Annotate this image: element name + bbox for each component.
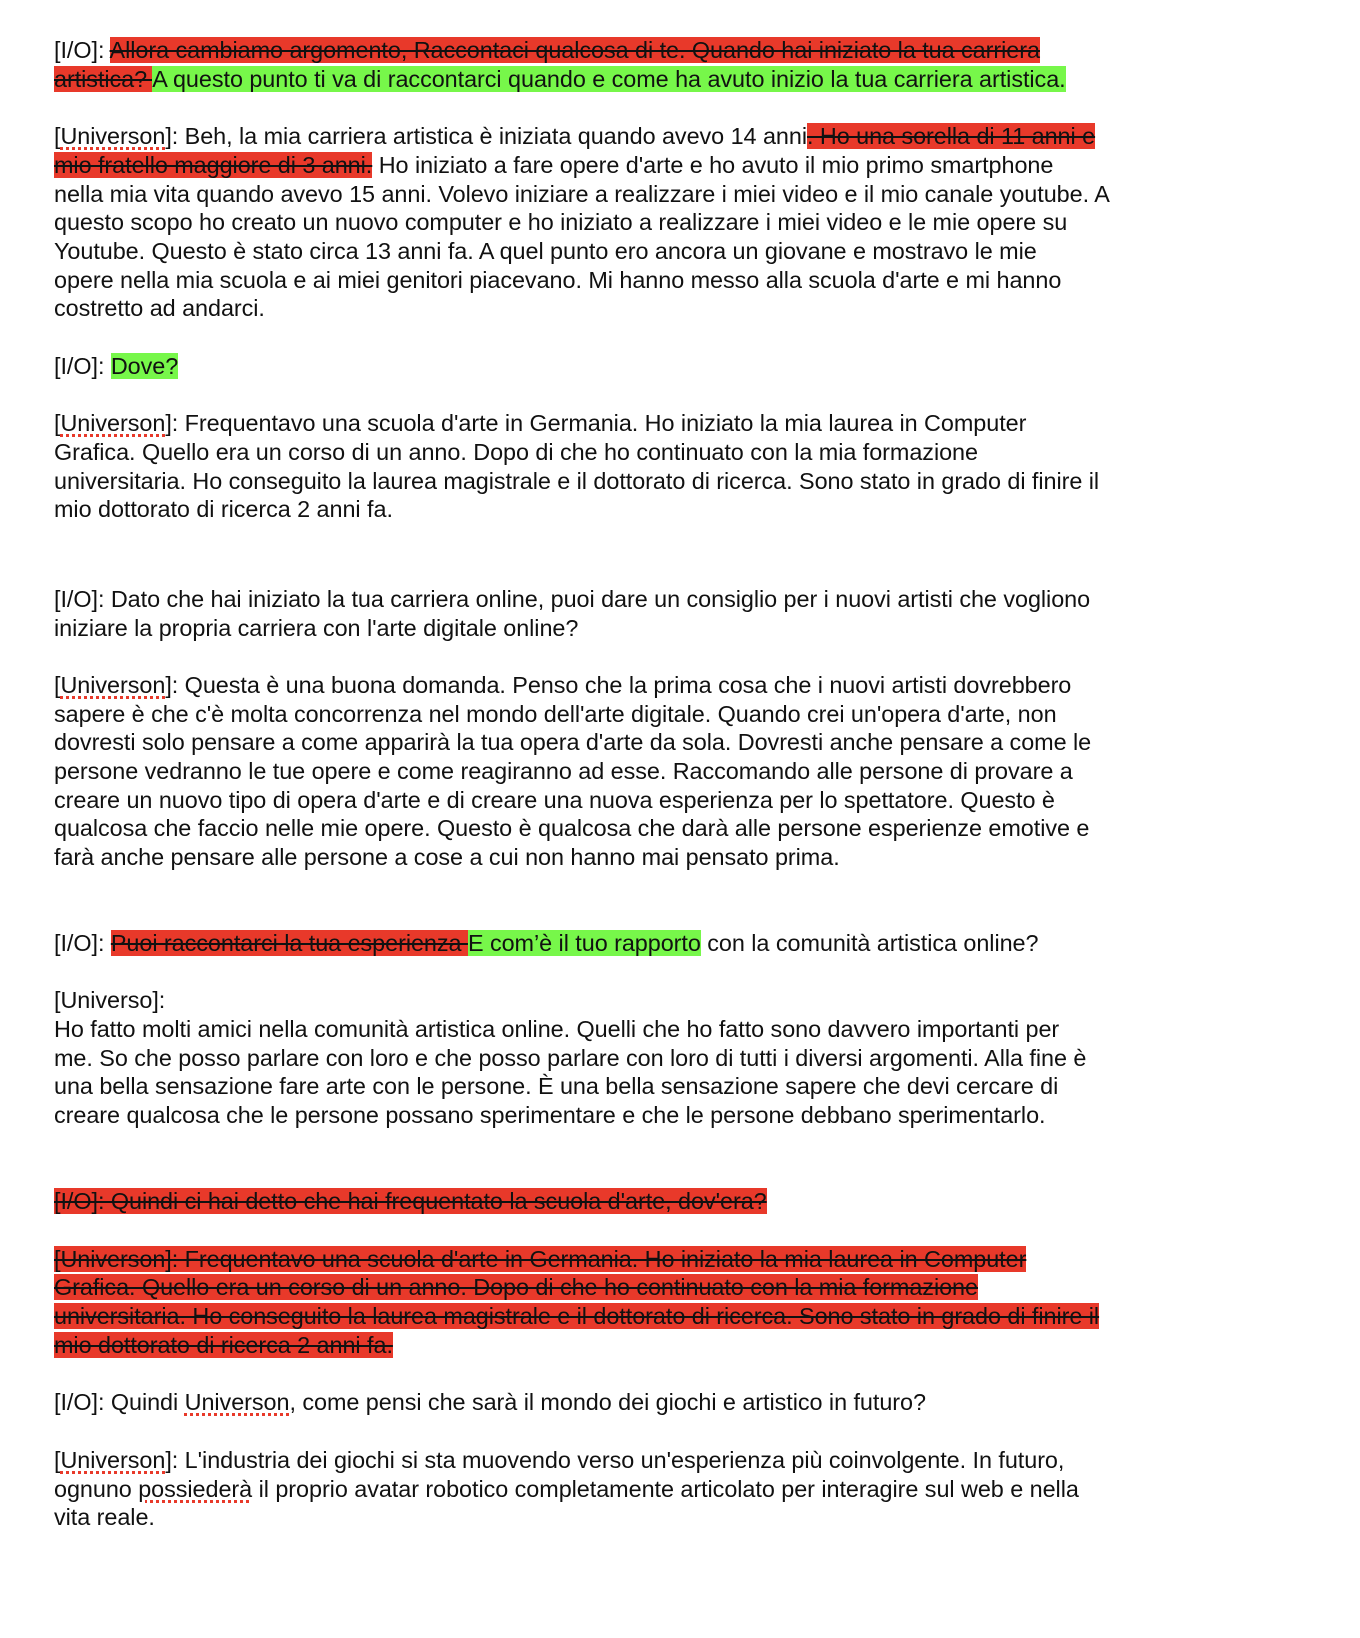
- q2-line-1: [54, 352, 178, 381]
- speaker-io: [I/O]:: [54, 353, 111, 379]
- inserted-text[interactable]: E com’è il tuo rapporto: [467, 930, 701, 956]
- a6-line-1: [Universon]: L'industria dei giochi si sta muovendo verso un'esperienza più coinvolgente. In futuro,: [54, 1447, 1065, 1473]
- a2-line-4: mio dottorato di ricerca 2 anni fa.: [54, 496, 393, 522]
- speaker-universon[interactable]: Universon: [60, 123, 166, 149]
- a6-line-3: vita reale.: [54, 1504, 155, 1530]
- a4-line-3: una bella sensazione fare arte con le persone. È una bella sensazione sapere che devi cercare di: [54, 1073, 1059, 1099]
- q6-line-1: [I/O]: Quindi Universon, come pensi che sarà il mondo dei giochi e artistico in futuro?: [54, 1389, 926, 1415]
- speaker-io: [I/O]:: [54, 37, 110, 63]
- q3-line-2: iniziare la propria carriera con l'arte digitale online?: [54, 615, 579, 641]
- a3-line-4: persone vedranno le tue opere e come reagiranno ad esse. Raccomando alle persone di provare a: [54, 758, 1073, 784]
- speaker-io: [I/O]:: [54, 930, 111, 956]
- speaker-io: [I/O]:: [54, 586, 111, 612]
- deleted-text[interactable]: Grafica. Quello era un corso di un anno. Dopo di che ho continuato con la mia formazione: [54, 1274, 978, 1300]
- inserted-text[interactable]: Dove?: [110, 353, 179, 379]
- a4-line-1: Ho fatto molti amici nella comunità artistica online. Quelli che ho fatto sono davvero importanti per: [54, 1016, 1060, 1042]
- a1-line-3: nella mia vita quando avevo 15 anni. Volevo iniziare a realizzare i miei video e il mio canale youtube. A: [54, 181, 1110, 207]
- speaker-universon[interactable]: Universon: [60, 410, 166, 436]
- q3-line-1: [I/O]: Dato che hai iniziato la tua carriera online, puoi dare un consiglio per i nuovi artisti che vogliono: [54, 586, 1091, 612]
- speaker-universon[interactable]: Universon: [60, 1447, 166, 1473]
- q1-line-1: [54, 36, 1040, 65]
- a5-deleted-line-1: [54, 1245, 1026, 1274]
- q5-deleted-line-1: [54, 1187, 767, 1216]
- misspelled-word[interactable]: possiederà: [138, 1476, 253, 1502]
- a2-line-2: Grafica. Quello era un corso di un anno. Dopo di che ho continuato con la mia formazione: [54, 439, 978, 465]
- speaker-io: [I/O]:: [54, 1389, 111, 1415]
- a5-deleted-line-3: [54, 1302, 1099, 1331]
- a5-deleted-line-4: [54, 1331, 393, 1360]
- deleted-text[interactable]: [Universon]: Frequentavo una scuola d'arte in Germania. Ho iniziato la mia laurea in Computer: [54, 1246, 1027, 1272]
- speaker-universon[interactable]: Universon: [60, 672, 166, 698]
- a4-line-4: creare qualcosa che le persone possano sperimentare e che le persone debbano sperimentarlo.: [54, 1102, 1046, 1128]
- a1-line-1: [Universon]: Beh, la mia carriera artistica è iniziata quando avevo 14 anni. Ho una sorella di 11 anni e: [54, 123, 1096, 149]
- q4-line-1: [I/O]: Puoi raccontarci la tua esperienza E com’è il tuo rapporto con la comunità artistica online?: [54, 930, 1039, 956]
- deleted-text[interactable]: [I/O]: Quindi ci hai detto che hai frequentato la scuola d'arte, dov'era?: [54, 1188, 767, 1214]
- deleted-text[interactable]: . Ho una sorella di 11 anni e: [806, 123, 1096, 149]
- deleted-text[interactable]: Puoi raccontarci la tua esperienza: [110, 930, 468, 956]
- a5-deleted-line-2: [54, 1273, 978, 1302]
- a3-line-6: qualcosa che faccio nelle mie opere. Questo è qualcosa che darà alle persone esperienze emotive e: [54, 815, 1090, 841]
- deleted-text[interactable]: artistica?: [54, 66, 153, 92]
- a4-speaker: [Universo]:: [54, 987, 166, 1013]
- deleted-text[interactable]: mio fratello maggiore di 3 anni.: [54, 152, 373, 178]
- a2-line-1: [Universon]: Frequentavo una scuola d'arte in Germania. Ho iniziato la mia laurea in Computer: [54, 410, 1027, 436]
- a3-line-7: farà anche pensare alle persone a cose a cui non hanno mai pensato prima.: [54, 844, 840, 870]
- a6-line-2: ognuno possiederà il proprio avatar robotico completamente articolato per interagire sul web e nella: [54, 1476, 1079, 1502]
- a3-line-3: dovresti solo pensare a come apparirà la tua opera d'arte da sola. Dovresti anche pensare a come le: [54, 729, 1092, 755]
- a3-line-2: sapere è che c'è molta concorrenza nel mondo dell'arte digitale. Quando crei un'opera d'arte, non: [54, 701, 1057, 727]
- a3-line-1: [Universon]: Questa è una buona domanda. Penso che la prima cosa che i nuovi artisti dovrebbero: [54, 672, 1072, 698]
- a1-line-5: Youtube. Questo è stato circa 13 anni fa. A quel punto ero ancora un giovane e mostravo le mie: [54, 238, 1037, 264]
- deleted-text[interactable]: mio dottorato di ricerca 2 anni fa.: [54, 1332, 393, 1358]
- misspelled-word[interactable]: Universon: [184, 1389, 290, 1415]
- q1-line-2: [54, 65, 1066, 94]
- deleted-text[interactable]: universitaria. Ho conseguito la laurea magistrale e il dottorato di ricerca. Sono stato in grado di finire il: [54, 1303, 1100, 1329]
- a1-line-4: questo scopo ho creato un nuovo computer e ho iniziato a realizzare i miei video e le mie opere su: [54, 209, 1068, 235]
- inserted-text[interactable]: A questo punto ti va di raccontarci quando e come ha avuto inizio la tua carriera artistica.: [152, 66, 1066, 92]
- deleted-text[interactable]: Allora cambiamo argomento, Raccontaci qualcosa di te. Quando hai iniziato la tua carriera: [109, 37, 1040, 63]
- a1-line-6: opere nella mia scuola e ai miei genitori piacevano. Mi hanno messo alla scuola d'arte e mi hanno: [54, 267, 1062, 293]
- a2-line-3: universitaria. Ho conseguito la laurea magistrale e il dottorato di ricerca. Sono stato in grado di finire il: [54, 468, 1100, 494]
- a3-line-5: creare un nuovo tipo di opera d'arte e di creare una nuova esperienza per lo spettatore. Questo è: [54, 787, 1055, 813]
- a1-line-7: costretto ad andarci.: [54, 295, 265, 321]
- a1-line-2: mio fratello maggiore di 3 anni. Ho iniziato a fare opere d'arte e ho avuto il mio primo smartphone: [54, 152, 1054, 178]
- a4-line-2: me. So che posso parlare con loro e che posso parlare con loro di tutti i diversi argomenti. Alla fine è: [54, 1045, 1087, 1071]
